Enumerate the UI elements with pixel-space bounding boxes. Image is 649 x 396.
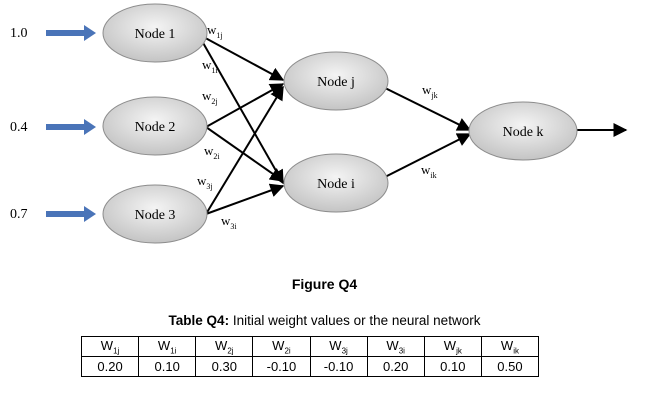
table-caption-bold: Table Q4: bbox=[168, 313, 230, 328]
node-k-label: Node k bbox=[502, 125, 544, 140]
table-header-cell: $W_{3j}$ bbox=[310, 337, 367, 357]
edge-label-w3i: $w_{3i}$ bbox=[221, 213, 237, 231]
input-value-1: 1.0 bbox=[10, 26, 28, 41]
table-caption-text: Initial weight values or the neural network bbox=[229, 313, 481, 328]
edge-label-w2j: $w_{2j}$ bbox=[202, 88, 218, 106]
input-arrow-3 bbox=[46, 206, 96, 222]
edge-label-w1i: $w_{1i}$ bbox=[202, 57, 218, 75]
weights-table bbox=[81, 336, 539, 377]
table-cell: 0.50 bbox=[481, 357, 538, 377]
input-arrow-1 bbox=[46, 25, 96, 41]
table-header-cell: $W_{ik}$ bbox=[481, 337, 538, 357]
input-value-2: 0.4 bbox=[10, 120, 28, 135]
node-k bbox=[469, 102, 577, 160]
edge-label-w3j: $w_{3j}$ bbox=[197, 173, 213, 191]
table-cell: 0.10 bbox=[139, 357, 196, 377]
node-3-label: Node 3 bbox=[134, 208, 176, 223]
table-header-cell: $W_{3i}$ bbox=[367, 337, 424, 357]
table-cell: 0.20 bbox=[82, 357, 139, 377]
node-3 bbox=[103, 185, 207, 243]
table-header-cell: $W_{1i}$ bbox=[139, 337, 196, 357]
figure-caption: Figure Q4 bbox=[291, 276, 358, 292]
edge-3-i bbox=[206, 186, 283, 214]
table-caption bbox=[0, 313, 649, 328]
table-header-cell: $W_{1j}$ bbox=[82, 337, 139, 357]
node-1 bbox=[103, 4, 207, 62]
node-j-label: Node j bbox=[317, 75, 355, 90]
table-cell: -0.10 bbox=[310, 357, 367, 377]
node-1-label: Node 1 bbox=[134, 27, 176, 42]
table-value-row bbox=[82, 357, 539, 377]
node-2-label: Node 2 bbox=[134, 120, 176, 135]
table-header-cell: $W_{2i}$ bbox=[253, 337, 310, 357]
edge-label-wik: $w_{ik}$ bbox=[421, 162, 437, 180]
node-i bbox=[284, 154, 388, 212]
node-j bbox=[284, 52, 388, 110]
table-cell: 0.10 bbox=[424, 357, 481, 377]
table-header-cell: $W_{2j}$ bbox=[196, 337, 253, 357]
input-value-3: 0.7 bbox=[10, 207, 28, 222]
table-cell: 0.30 bbox=[196, 357, 253, 377]
table-cell: -0.10 bbox=[253, 357, 310, 377]
table-header-cell: $W_{jk}$ bbox=[424, 337, 481, 357]
table-header-row bbox=[82, 337, 539, 357]
node-i-label: Node i bbox=[317, 177, 355, 192]
edge-label-w1j: $w_{1j}$ bbox=[207, 22, 223, 40]
table-cell: 0.20 bbox=[367, 357, 424, 377]
node-2 bbox=[103, 97, 207, 155]
edge-label-wjk: $w_{jk}$ bbox=[422, 82, 438, 100]
edge-label-w2i: $w_{2i}$ bbox=[204, 143, 220, 161]
input-arrow-2 bbox=[46, 119, 96, 135]
